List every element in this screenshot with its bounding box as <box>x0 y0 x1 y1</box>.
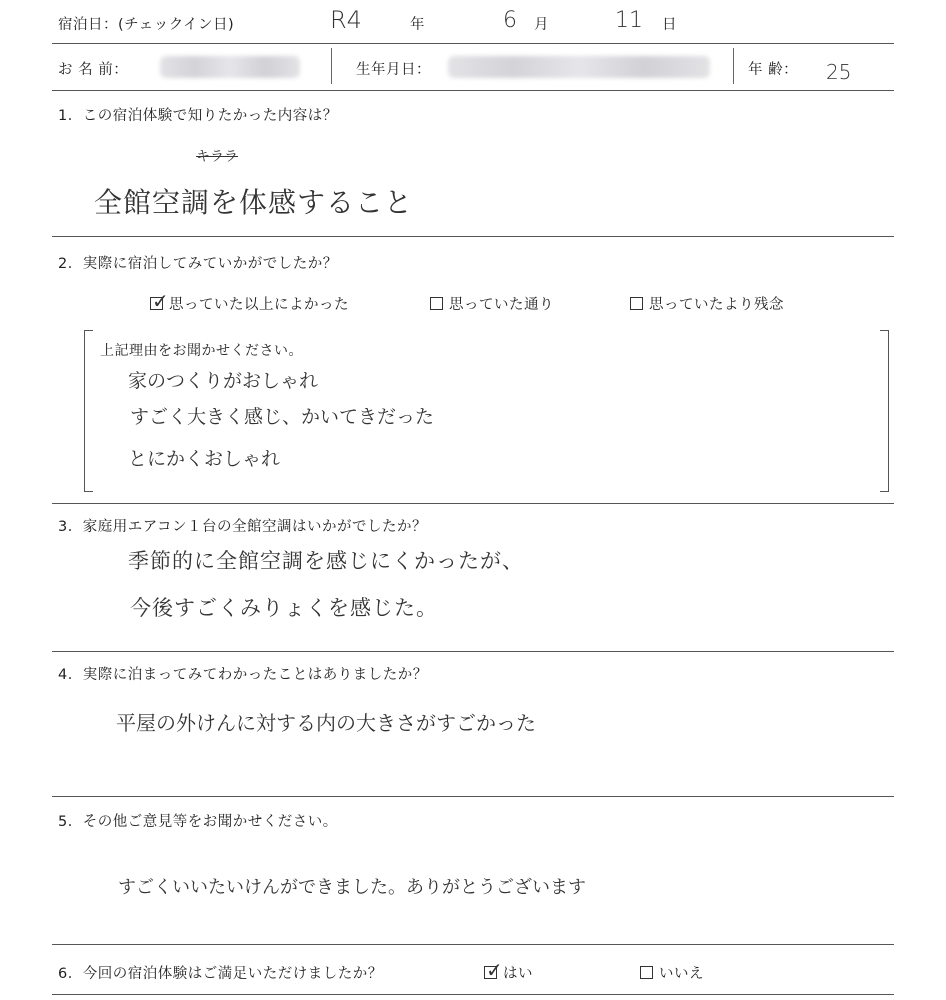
checkbox-checked-icon[interactable]: ✓ <box>486 958 504 982</box>
divider-q1 <box>52 236 894 237</box>
day-unit: 日 <box>662 17 677 33</box>
q2-option-1[interactable] <box>150 289 349 314</box>
q3-answer-line-2: 今後すごくみりょくを感じた。 <box>130 596 438 620</box>
q3-question: 3．家庭用エアコン１台の全館空調はいかがでしたか？ <box>58 519 427 535</box>
q2-option-3-label: 思っていたより残念 <box>649 297 784 313</box>
q4-answer: 平屋の外けんに対する内の大きさがすごかった <box>116 711 536 735</box>
divider-q5 <box>52 944 894 945</box>
q1-struck-word: キララ <box>196 149 238 165</box>
q6-option-yes[interactable] <box>484 958 533 983</box>
q2-option-1-label: 思っていた以上によかった <box>169 297 349 313</box>
q2-reason-line-3: とにかくおしゃれ <box>128 448 281 470</box>
divider-bottom <box>52 994 894 995</box>
divider-vertical-1 <box>331 48 332 84</box>
q6-option-yes-label: はい <box>503 966 533 982</box>
q1-question: 1．この宿泊体験で知りたかった内容は？ <box>58 108 338 124</box>
checkbox-icon[interactable] <box>430 297 443 310</box>
stay-day: 11 <box>615 8 643 33</box>
name-label: お 名 前： <box>58 62 129 78</box>
reason-bracket-right <box>880 330 889 492</box>
month-unit: 月 <box>534 17 549 33</box>
q1-answer: 全館空調を体感すること <box>94 186 414 219</box>
checkbox-icon[interactable] <box>640 966 653 979</box>
q5-question: 5．その他ご意見等をお聞かせください。 <box>58 814 338 830</box>
q2-reason-line-1: 家のつくりがおしゃれ <box>128 370 319 392</box>
q2-option-2[interactable] <box>430 293 554 314</box>
q3-answer-line-1: 季節的に全館空調を感じにくかったが、 <box>128 549 524 573</box>
age-label: 年 齢： <box>748 62 799 78</box>
birth-redacted <box>448 56 710 78</box>
q4-question: 4．実際に泊まってみてわかったことはありましたか？ <box>58 667 428 683</box>
stay-month: 6 <box>503 8 517 33</box>
stay-era-year: R4 <box>330 6 362 34</box>
divider-vertical-2 <box>733 48 734 84</box>
q2-option-3[interactable] <box>630 293 784 314</box>
divider-header <box>52 43 894 44</box>
year-unit: 年 <box>410 17 425 33</box>
q2-question: 2．実際に宿泊してみていかがでしたか？ <box>58 256 338 272</box>
divider-personal <box>52 90 894 91</box>
reason-bracket-left <box>84 330 93 492</box>
q6-option-no[interactable] <box>640 962 704 983</box>
stay-date-label: 宿泊日：(チェックイン日) <box>58 17 235 33</box>
birth-label: 生年月日： <box>356 62 431 78</box>
q6-option-no-label: いいえ <box>659 966 704 982</box>
checkbox-checked-icon[interactable]: ✓ <box>152 289 170 313</box>
q5-answer: すごくいいたいけんができました。ありがとうございます <box>118 877 586 898</box>
q2-option-2-label: 思っていた通り <box>449 297 554 313</box>
q6-question: 6．今回の宿泊体験はご満足いただけましたか？ <box>58 966 383 982</box>
q2-reason-line-2: すごく大きく感じ、かいてきだった <box>130 406 435 428</box>
divider-q3 <box>52 651 894 652</box>
divider-q4 <box>52 796 894 797</box>
q2-reason-label: 上記理由をお聞かせください。 <box>100 343 303 359</box>
name-redacted <box>160 56 300 78</box>
age-value: 25 <box>826 60 852 84</box>
divider-q2 <box>52 503 894 504</box>
checkbox-icon[interactable] <box>630 297 643 310</box>
